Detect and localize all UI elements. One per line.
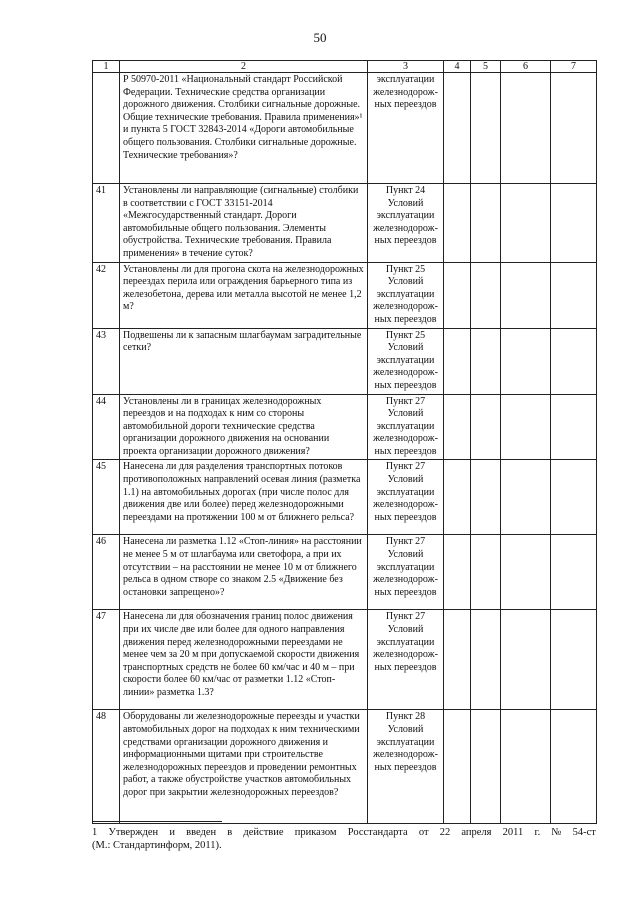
row-number: 42 xyxy=(93,262,120,328)
empty-cell xyxy=(471,262,501,328)
requirement-cell: Пункт 25 Условий эксплуатации железнодорож-ных переездов xyxy=(368,328,444,394)
row-number: 48 xyxy=(93,710,120,824)
table-row xyxy=(93,184,597,263)
empty-cell xyxy=(551,710,597,824)
requirement-cell: Пункт 28 Условий эксплуатации железнодорож-ных переездов xyxy=(368,710,444,824)
requirement-cell: Пункт 24 Условий эксплуатации железнодорож-ных переездов xyxy=(368,184,444,263)
row-number xyxy=(93,73,120,184)
table-row xyxy=(93,73,597,184)
empty-cell xyxy=(444,328,471,394)
footnote-word: приказом xyxy=(294,827,337,838)
table-header-row xyxy=(93,61,597,73)
empty-cell xyxy=(471,535,501,610)
header-cell: 5 xyxy=(471,61,501,73)
row-number: 46 xyxy=(93,535,120,610)
row-number: 44 xyxy=(93,394,120,460)
question-cell: Оборудованы ли железнодорожные переезды и участки автомобильных дорог на подходах к ним техническими средствами организации дорожного движения и информационными щитами при строительстве железнодорожных переездов и проведении ремонтных работ, а также обустройстве участков автомобильных дорог при закрытии железнодорожных переездов? xyxy=(120,710,368,824)
footnote-word: от xyxy=(418,827,429,838)
page-number: 50 xyxy=(313,30,327,45)
question-cell: Установлены ли в границах железнодорожных переездов и на подходах к ним со стороны автомобильной дороги технические средства организации дорожного движения на основании проекта организации дорожного движения? xyxy=(120,394,368,460)
header-cell: 1 xyxy=(93,61,120,73)
empty-cell xyxy=(501,460,551,535)
row-number: 47 xyxy=(93,610,120,710)
empty-cell xyxy=(501,328,551,394)
question-cell: Установлены ли для прогона скота на железнодорожных переездах перила или ограждения барьерного типа из железобетона, дерева или металла высотой не менее 1,2 м? xyxy=(120,262,368,328)
empty-cell xyxy=(471,610,501,710)
question-cell: Нанесена ли для обозначения границ полос движения при их числе две или более для одного направления движения перед железнодорожными переездами не менее чем за 20 м при допускаемой скорости движения транспортных средств не более 60 км/час и 40 м – при скорости более 60 км/час от разметки 1.12 «Стоп-линии» разметка 1.3? xyxy=(120,610,368,710)
footnote xyxy=(92,826,596,852)
requirement-cell: Пункт 25 Условий эксплуатации железнодорож-ных переездов xyxy=(368,262,444,328)
header-cell: 4 xyxy=(444,61,471,73)
footnote-word: Росстандарта xyxy=(347,827,408,838)
footnote-word: 22 xyxy=(439,827,451,838)
empty-cell xyxy=(551,610,597,710)
requirement-cell: Пункт 27 Условий эксплуатации железнодорож-ных переездов xyxy=(368,460,444,535)
empty-cell xyxy=(551,73,597,184)
requirement-cell: Пункт 27 Условий эксплуатации железнодорож-ных переездов xyxy=(368,394,444,460)
empty-cell xyxy=(444,460,471,535)
empty-cell xyxy=(444,610,471,710)
empty-cell xyxy=(471,328,501,394)
header-cell: 7 xyxy=(551,61,597,73)
question-cell: Установлены ли направляющие (сигнальные) столбики в соответствии с ГОСТ 33151-2014 «Межгосударственный стандарт. Дороги автомобильные общего пользования. Элементы обустройства. Технические требования. Правила применения» в течение суток? xyxy=(120,184,368,263)
empty-cell xyxy=(501,710,551,824)
empty-cell xyxy=(501,610,551,710)
footnote-word: г. xyxy=(534,827,541,838)
table-row xyxy=(93,610,597,710)
header-cell: 6 xyxy=(501,61,551,73)
question-cell: Нанесена ли разметка 1.12 «Стоп-линия» на расстоянии не менее 5 м от шлагбаума или светофора, а при их отсутствии – на расстоянии не менее 10 м от ближнего рельса в одном створе со знаком 2.5 «Движение без остановки запрещено»? xyxy=(120,535,368,610)
row-number: 45 xyxy=(93,460,120,535)
requirement-cell: Пункт 27 Условий эксплуатации железнодорож-ных переездов xyxy=(368,610,444,710)
footnote-word: и xyxy=(169,827,175,838)
empty-cell xyxy=(471,73,501,184)
empty-cell xyxy=(551,394,597,460)
question-cell: Р 50970-2011 «Национальный стандарт Российской Федерации. Технические средства организации дорожного движения. Столбики сигнальные дорожные. Общие технические требования. Правила применения»¹ и пункта 5 ГОСТ 32843-2014 «Дороги автомобильные общего пользования. Столбики сигнальные дорожные. Технические требования»? xyxy=(120,73,368,184)
footnote-word: действие xyxy=(243,827,284,838)
table-row xyxy=(93,394,597,460)
footnote-divider xyxy=(92,821,222,822)
footnote-word: апреля xyxy=(461,827,492,838)
empty-cell xyxy=(471,184,501,263)
footnote-word: введен xyxy=(186,827,217,838)
table-row xyxy=(93,535,597,610)
header-cell: 2 xyxy=(120,61,368,73)
table-row xyxy=(93,328,597,394)
footnote-word: в xyxy=(227,827,233,838)
table-row xyxy=(93,262,597,328)
footnote-line-1 xyxy=(92,826,596,839)
header-cell: 3 xyxy=(368,61,444,73)
question-cell: Нанесена ли для разделения транспортных потоков противоположных направлений осевая линия (разметка 1.1) на автомобильных дорогах (при числе полос для движения две или более) перед железнодорожными переездами на протяжении 100 м от ближнего рельса? xyxy=(120,460,368,535)
empty-cell xyxy=(501,262,551,328)
empty-cell xyxy=(444,394,471,460)
footnote-word: № xyxy=(551,827,562,838)
empty-cell xyxy=(501,73,551,184)
empty-cell xyxy=(551,262,597,328)
requirement-cell: Пункт 27 Условий эксплуатации железнодорож-ных переездов xyxy=(368,535,444,610)
empty-cell xyxy=(501,184,551,263)
empty-cell xyxy=(471,394,501,460)
empty-cell xyxy=(551,460,597,535)
empty-cell xyxy=(444,535,471,610)
checklist-table xyxy=(92,60,597,824)
row-number: 43 xyxy=(93,328,120,394)
empty-cell xyxy=(444,73,471,184)
empty-cell xyxy=(444,184,471,263)
question-cell: Подвешены ли к запасным шлагбаумам заградительные сетки? xyxy=(120,328,368,394)
empty-cell xyxy=(471,460,501,535)
empty-cell xyxy=(501,394,551,460)
table-row xyxy=(93,710,597,824)
footnote-word: Утвержден xyxy=(108,827,159,838)
table-row xyxy=(93,460,597,535)
footnote-marker: 1 xyxy=(92,827,98,838)
footnote-word: 54-ст xyxy=(572,827,596,838)
row-number: 41 xyxy=(93,184,120,263)
empty-cell xyxy=(444,710,471,824)
footnote-line-2: (М.: Стандартинформ, 2011). xyxy=(92,840,222,851)
empty-cell xyxy=(551,328,597,394)
empty-cell xyxy=(471,710,501,824)
empty-cell xyxy=(444,262,471,328)
footnote-word: 2011 xyxy=(502,827,524,838)
requirement-cell: эксплуатации железнодорож-ных переездов xyxy=(368,73,444,184)
empty-cell xyxy=(551,184,597,263)
empty-cell xyxy=(551,535,597,610)
empty-cell xyxy=(501,535,551,610)
